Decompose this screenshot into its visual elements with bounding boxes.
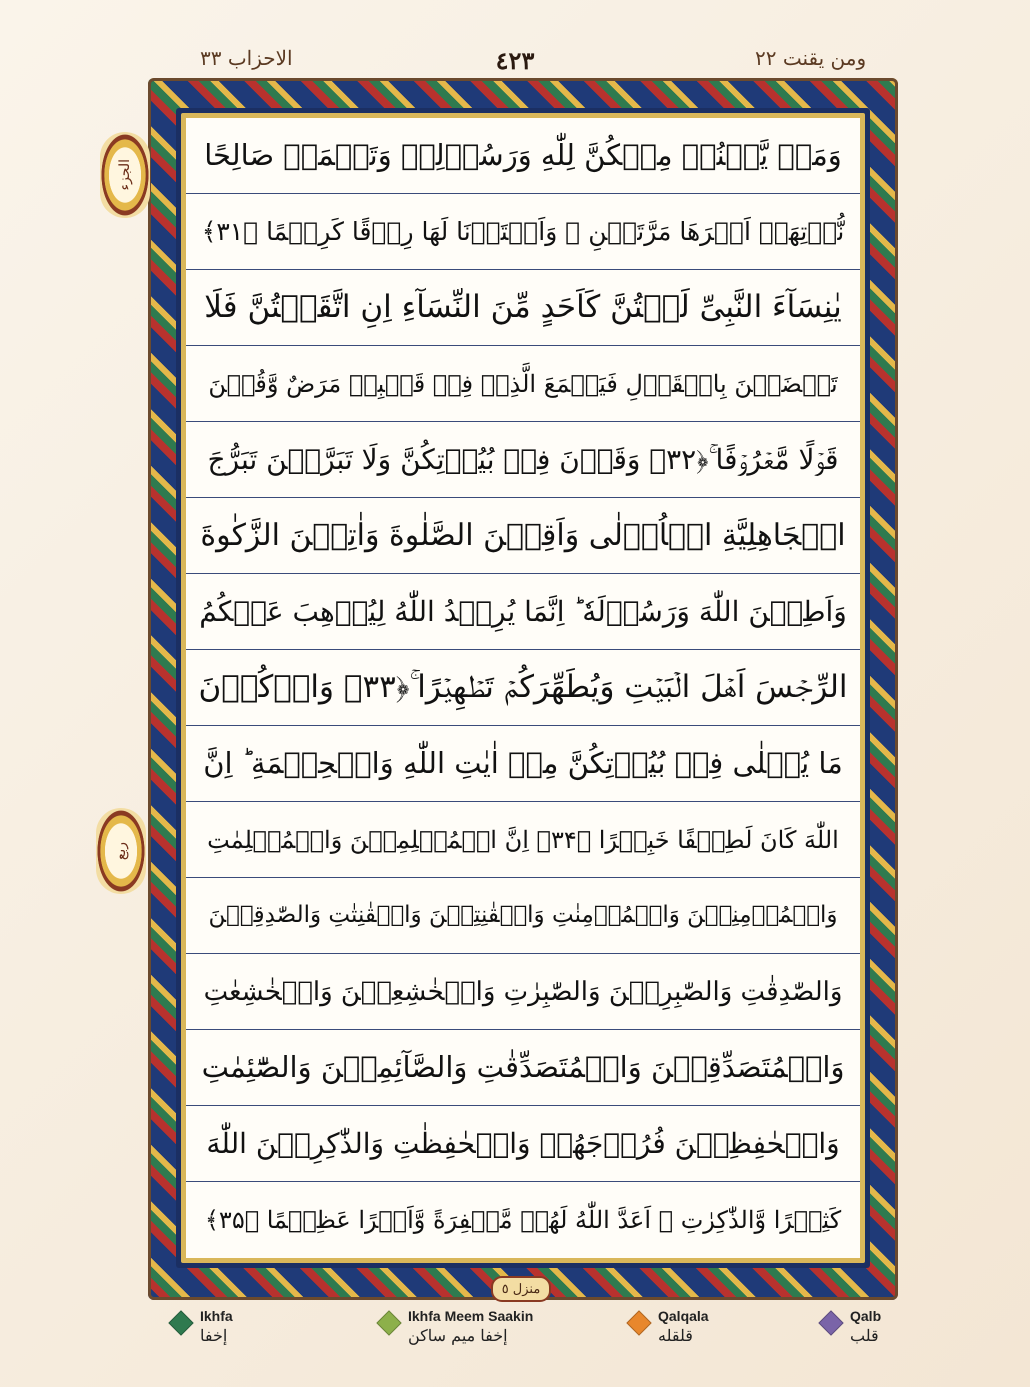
text-panel — [186, 118, 860, 1258]
legend-item-qalb — [822, 1308, 881, 1345]
ayah-text: كَثِيۡرًا وَّالذّٰكِرٰتِ ۙ اَعَدَّ اللّٰهُ لَهُمۡ مَّغۡفِرَةً وَّاَجۡرًا عَظِيۡمًا ﴿۳۵﴾ — [204, 1206, 842, 1234]
legend-label-en: Qalqala — [658, 1308, 709, 1324]
legend-label-en: Ikhfa Meem Saakin — [408, 1308, 534, 1324]
page-number: ٤٢٣ — [495, 46, 535, 75]
juz-marker-medallion — [100, 132, 150, 218]
ayah-text: مَا يُتۡلٰى فِىۡ بُيُوۡتِكُنَّ مِنۡ اٰيٰتِ اللّٰهِ وَالۡحِكۡمَةِ ؕ اِنَّ — [203, 746, 843, 780]
ayah-text: وَالۡمُتَصَدِّقِيۡنَ وَالۡمُتَصَدِّقٰتِ وَالصَّآئِمِيۡنَ وَالصّٰٓئِمٰتِ — [201, 1050, 845, 1084]
ayah-text: الۡجَاهِلِيَّةِ الۡاُوۡلٰى وَاَقِمۡنَ الصَّلٰوةَ وَاٰتِيۡنَ الزَّكٰوةَ — [200, 517, 846, 553]
legend-label-ar: قلب — [850, 1326, 879, 1345]
text-line-9 — [186, 726, 860, 802]
diamond-icon — [168, 1310, 193, 1335]
text-line-12 — [186, 954, 860, 1030]
ayah-text: الرِّجۡسَ اَهۡلَ الۡبَيۡتِ وَيُطَهِّرَكُمۡ تَطۡهِيۡرًا ۚ﴿۳۳﴾ وَاذۡكُرۡنَ — [198, 669, 848, 705]
text-line-15 — [186, 1182, 860, 1258]
ayah-text: اللّٰهَ كَانَ لَطِيۡفًا خَبِيۡرًا ﴿۳۴﴾ اِنَّ الۡمُسۡلِمِيۡنَ وَالۡمُسۡلِمٰتِ — [207, 825, 839, 854]
ayah-text: نُّؤۡتِهَاۤ اَجۡرَهَا مَرَّتَيۡنِ ۙ وَاَعۡتَدۡنَا لَهَا رِزۡقًا كَرِيۡمًا ﴿۳۱﴾ — [201, 217, 845, 246]
rub-marker-label: ربع — [113, 841, 129, 861]
rub-marker-medallion — [96, 808, 146, 894]
legend-label-ar: إخفا — [200, 1326, 228, 1345]
ayah-text: يٰنِسَآءَ النَّبِىِّ لَسۡتُنَّ كَاَحَدٍ مِّنَ النِّسَآءِ اِنِ اتَّقَيۡتُنَّ فَلَا — [204, 289, 842, 325]
legend-item-ikhfa — [172, 1308, 233, 1345]
text-line-10 — [186, 802, 860, 878]
legend-label-en: Ikhfa — [200, 1308, 233, 1324]
legend-label-ar: إخفا ميم ساكن — [408, 1326, 508, 1345]
surah-name: الاحزاب ٣٣ — [200, 46, 293, 70]
ayah-text: وَالۡمُؤۡمِنِيۡنَ وَالۡمُؤۡمِنٰتِ وَالۡقٰنِتِيۡنَ وَالۡقٰنِتٰتِ وَالصّٰدِقِيۡنَ — [208, 902, 838, 928]
ayah-text: تَخۡضَعۡنَ بِالۡقَوۡلِ فَيَطۡمَعَ الَّذِىۡ فِىۡ قَلۡبِهٖ مَرَضٌ وَّقُلۡنَ — [208, 369, 838, 398]
text-line-3 — [186, 270, 860, 346]
text-line-13 — [186, 1030, 860, 1106]
ayah-text: وَمَنۡ يَّقۡنُتۡ مِنۡكُنَّ لِلّٰهِ وَرَسُوۡلِهٖ وَتَعۡمَلۡ صَالِحًا — [204, 138, 842, 172]
diamond-icon — [376, 1310, 401, 1335]
ayah-text: وَالۡحٰفِظِيۡنَ فُرُوۡجَهُمۡ وَالۡحٰفِظٰتِ وَالذّٰكِرِيۡنَ اللّٰهَ — [206, 1126, 840, 1160]
legend-label-ar: قلقله — [658, 1326, 693, 1345]
ayah-text: وَالصّٰدِقٰتِ وَالصّٰبِرِيۡنَ وَالصّٰبِرٰتِ وَالۡخٰشِعِيۡنَ وَالۡخٰشِعٰتِ — [203, 976, 843, 1007]
ayah-text: قَوۡلًا مَّعۡرُوۡفًا ۚ﴿۳۲﴾ وَقَرۡنَ فِىۡ بُيُوۡتِكُنَّ وَلَا تَبَرَّجۡنَ تَبَرُّجَ — [207, 442, 839, 476]
text-line-2 — [186, 194, 860, 270]
diamond-icon — [626, 1310, 651, 1335]
legend-label-en: Qalb — [850, 1308, 882, 1324]
ayah-text: وَاَطِعۡنَ اللّٰهَ وَرَسُوۡلَهٗ ؕ اِنَّمَا يُرِيۡدُ اللّٰهُ لِيُذۡهِبَ عَنۡكُمُ — [199, 594, 847, 628]
text-line-4 — [186, 346, 860, 422]
diamond-icon — [818, 1310, 843, 1335]
text-line-7 — [186, 574, 860, 650]
manzil-badge: منزل ٥ — [491, 1276, 551, 1302]
legend-item-ikhfa-meem-saakin — [380, 1308, 533, 1345]
juz-marker-label: الجزء — [117, 159, 133, 191]
text-line-5 — [186, 422, 860, 498]
text-line-14 — [186, 1106, 860, 1182]
page-header — [0, 40, 1030, 80]
text-line-6 — [186, 498, 860, 574]
text-line-1 — [186, 118, 860, 194]
legend-item-qalqala — [630, 1308, 709, 1345]
text-line-11 — [186, 878, 860, 954]
juz-name: ومن يقنت ٢٢ — [755, 46, 867, 70]
text-line-8 — [186, 650, 860, 726]
tajweed-legend — [0, 1300, 1030, 1380]
